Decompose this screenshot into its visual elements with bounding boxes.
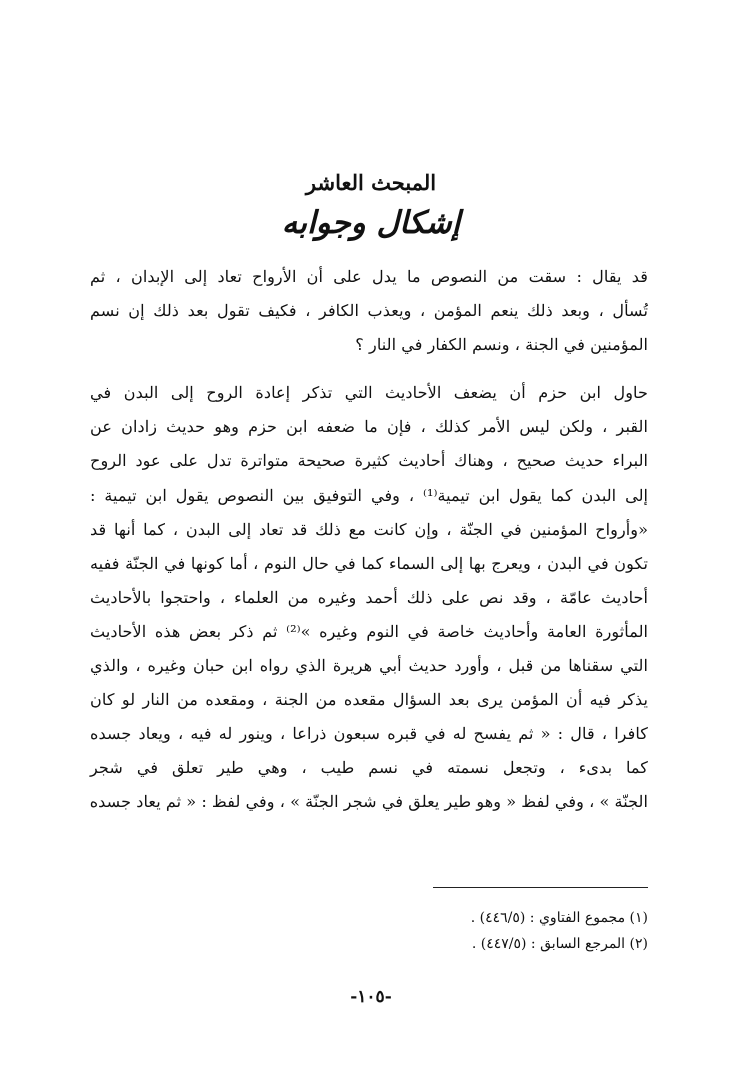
page-number: -١٠٥- [350,987,392,1007]
body-text [90,260,648,820]
footnote-1: (١) مجموع الفتاوي : (٤٤٦/٥) . [470,910,648,926]
paragraph-2-line: البراء حديث صحيح ، وهناك أحاديث كثيرة صحيحة متواترة تدل على عود الروح [90,451,648,471]
paragraph-2-line: التي سقناها من قبل ، وأورد حديث أبي هريرة الذي رواه ابن حبان وغيره ، والذي [90,656,648,676]
paragraph-2-line: كافرا ، قال : « ثم يفسح له في قبره سبعون ذراعا ، وينور له فيه ، ويعاد جسده [90,724,648,744]
paragraph-2-line: «وأرواح المؤمنين في الجنّة ، وإن كانت مع ذلك قد تعاد إلى البدن ، كما أنها قد [90,519,648,539]
paragraph-2-line: يذكر فيه أن المؤمن يرى بعد السؤال مقعده من الجنة ، ومقعده من النار لو كان [90,690,648,710]
paragraph-2-line: الجنّة » ، وفي لفظ « وهو طير يعلق في شجر الجنّة » ، وفي لفظ : « ثم يعاد جسده [89,792,648,812]
paragraph-2-line: حاول ابن حزم أن يضعف الأحاديث التي تذكر إعادة الروح إلى البدن في [90,383,648,403]
paragraph-2-line: إلى البدن كما يقول ابن تيمية⁽¹⁾ ، وفي التوفيق بين النصوص يقول ابن تيمية : [90,485,648,505]
footnotes [88,905,648,957]
footnote-2: (٢) المرجع السابق : (٤٤٧/٥) . [471,936,648,952]
paragraph-2-line: القبر ، ولكن ليس الأمر كذلك ، فإن ما ضعفه ابن حزم وهو حديث زادان عن [90,417,648,437]
paragraph-1-line: قد يقال : سقت من النصوص ما يدل على أن الأرواح تعاد إلى الإبدان ، ثم [90,267,648,286]
paragraph-1-line: المؤمنين في الجنة ، ونسم الكفار في النار ؟ [355,335,648,355]
section-title: إشكال وجوابه [281,205,461,241]
section-heading [0,168,742,246]
paragraph-2-line: تكون في البدن ، ويعرج بها إلى السماء كما في حال النوم ، أما كونها في الجنّة ففيه [90,553,648,573]
paragraph-spacer [90,362,648,376]
paragraph-1-line: تُسأل ، وبعد ذلك ينعم المؤمن ، ويعذب الكافر ، فكيف تقول بعد ذلك إن نسم [90,301,648,321]
paragraph-2-line: أحاديث عامّة ، وقد نص على ذلك أحمد وغيره من العلماء ، واحتجوا بالأحاديث [90,587,648,607]
paragraph-2-line: كما بدىء ، وتجعل نسمته في نسم طيب ، وهي طير تعلق في شجر [90,758,648,778]
paragraph-2-line: المأثورة العامة وأحاديث خاصة في النوم وغيره »⁽²⁾ ثم ذكر بعض هذه الأحاديث [90,621,648,641]
footnote-divider [433,887,648,888]
section-label: المبحث العاشر [305,170,437,195]
